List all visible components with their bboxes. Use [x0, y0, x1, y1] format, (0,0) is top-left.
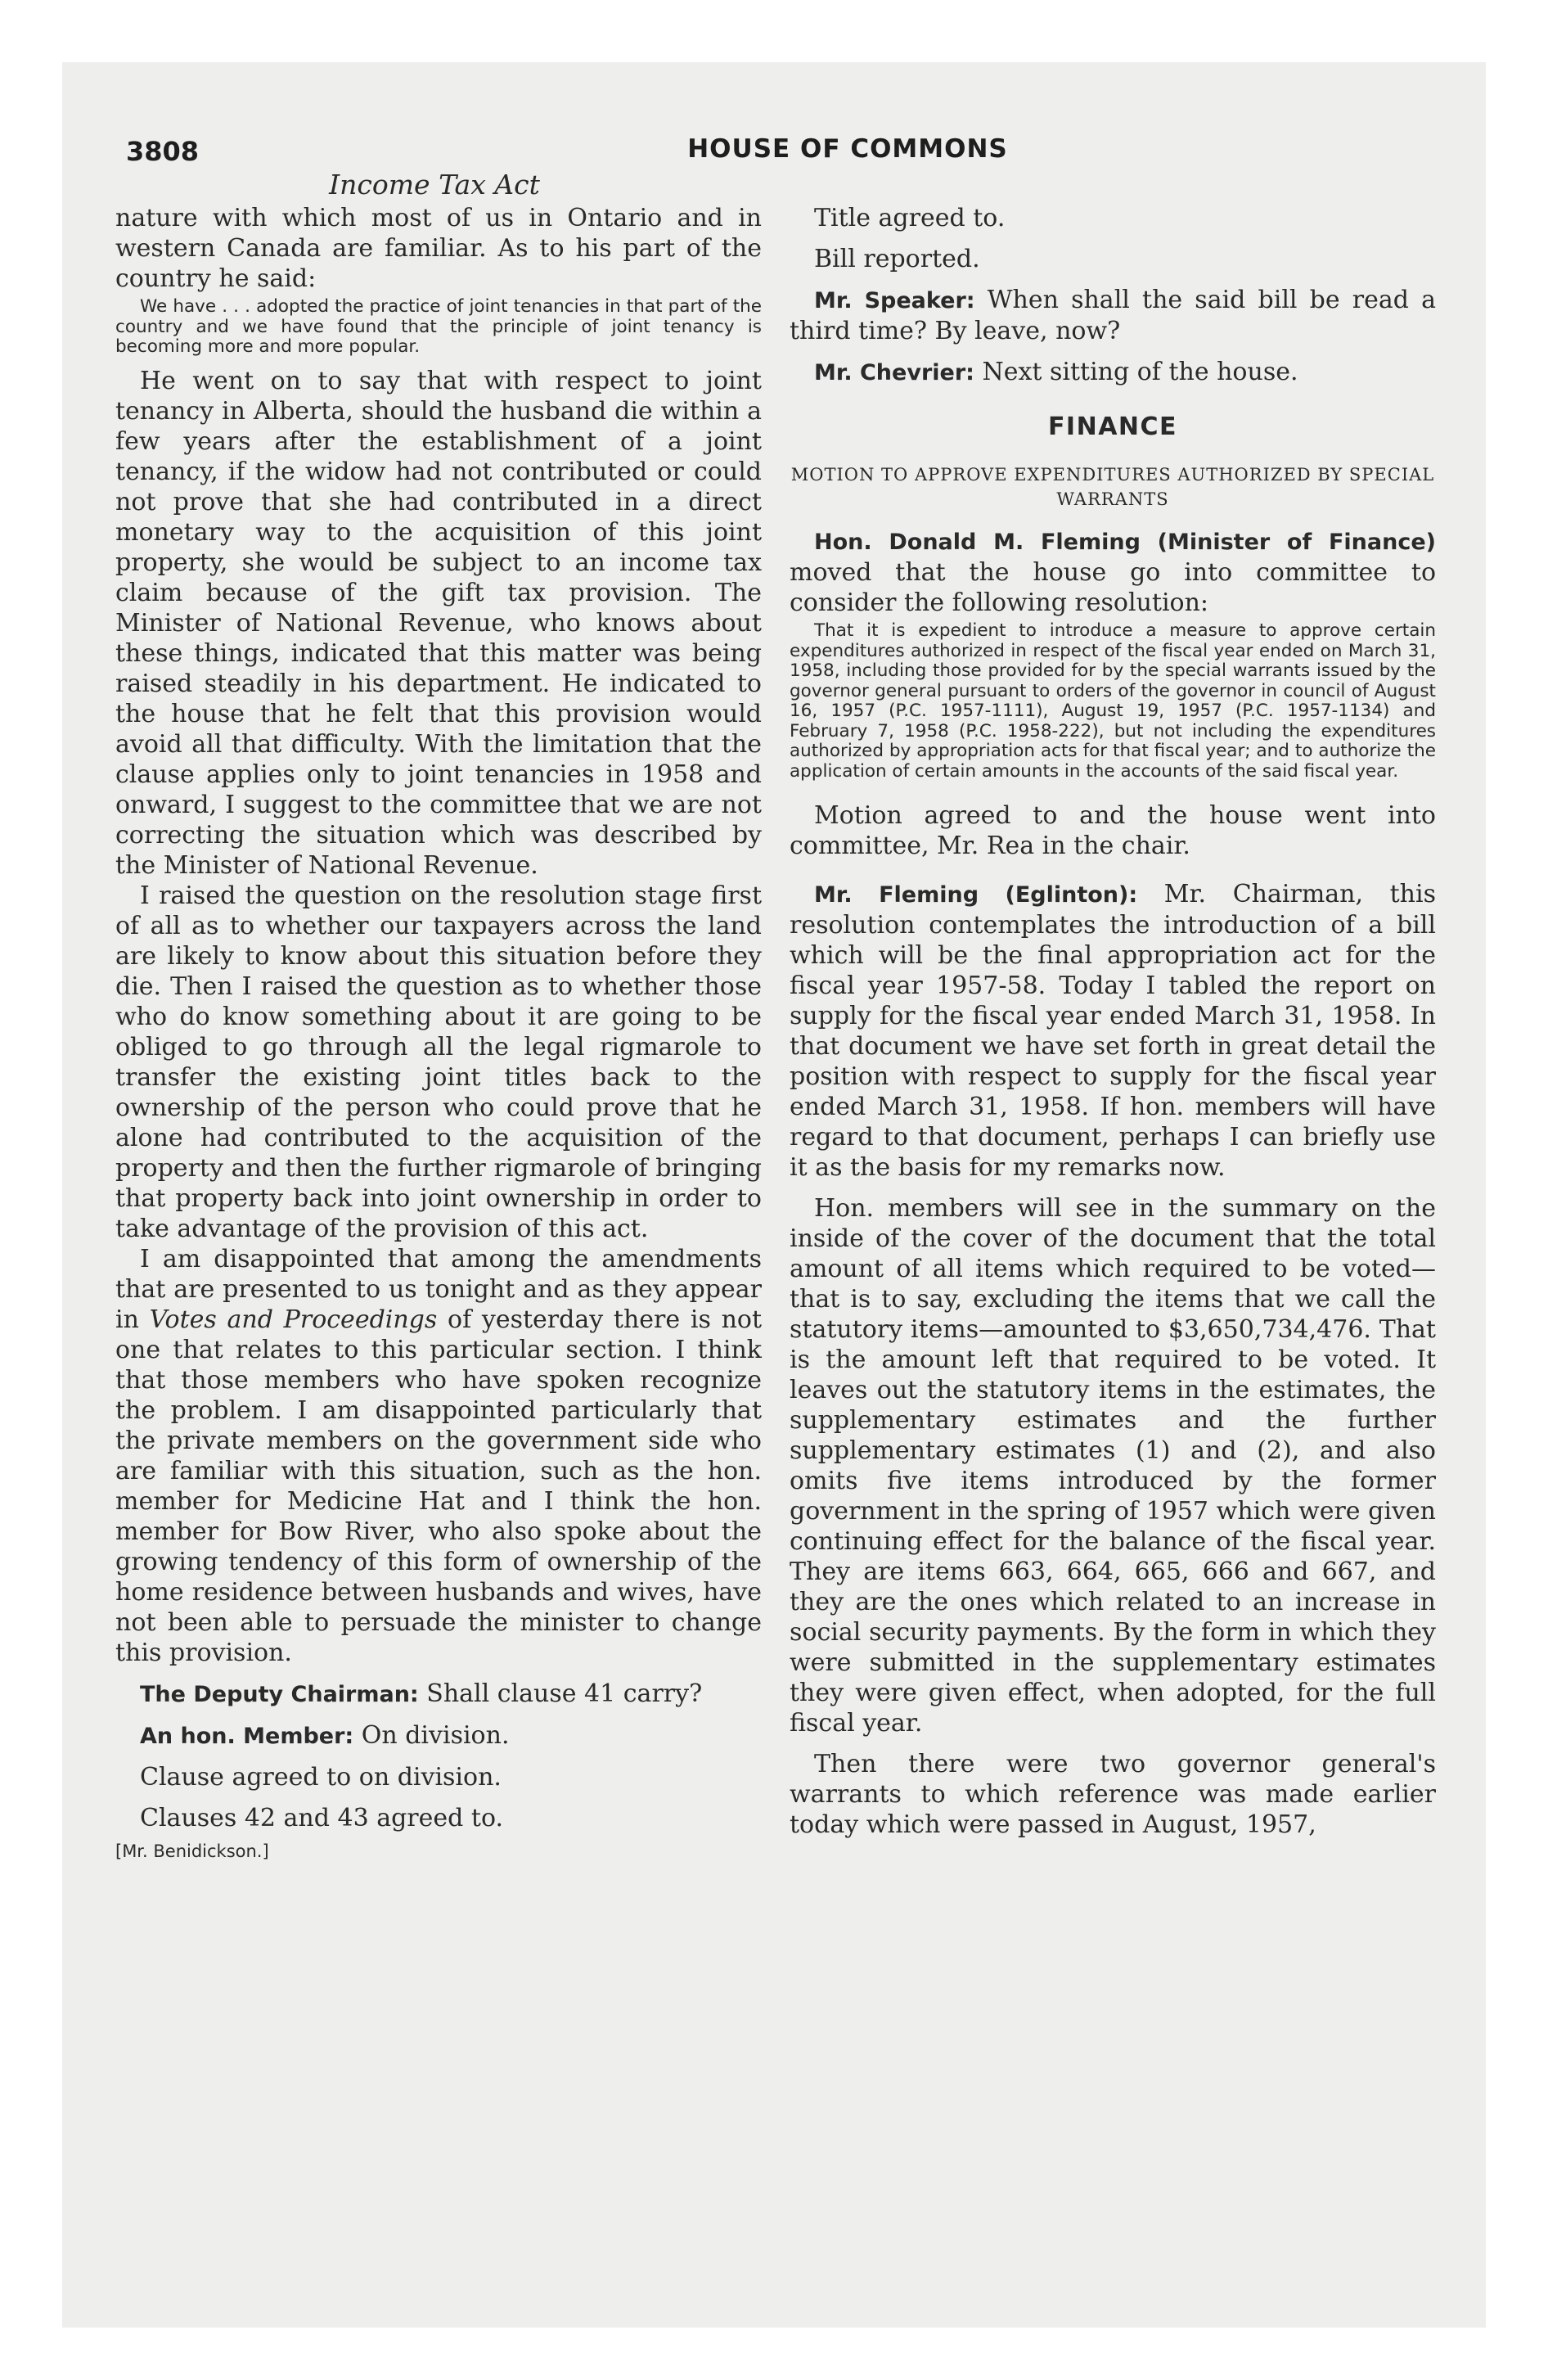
page-sheet	[62, 62, 1486, 2328]
speech	[790, 879, 1436, 1183]
quotation: We have . . . adopted the practice of joint tenancies in that part of the country and we have found that the principle of joint tenancy is becoming more and more popular.	[115, 296, 762, 357]
paragraph: nature with which most of us in Ontario and in western Canada are familiar. As to his part of the country he said:	[115, 204, 762, 293]
running-title: Income Tax Act	[329, 169, 540, 201]
speech-text: Mr. Chairman, this resolution contemplates the introduction of a bill which will be the final appropriation act for the fiscal year 1957-58. Today I tabled the report on supply for the fiscal year ended March 31, 1958. In that document we have set forth in great detail the position with respect to supply for the fiscal year ended March 31, 1958. If hon. members will have regard to that document, perhaps I can briefly use it as the basis for my remarks now.	[790, 880, 1436, 1182]
speaker-name: Hon. Donald M. Fleming (Minister of Finance)	[814, 530, 1436, 555]
speech	[115, 1679, 762, 1710]
proceeding: Motion agreed to and the house went into committee, Mr. Rea in the chair.	[790, 801, 1436, 860]
speaker-footer: [Mr. Benidickson.]	[115, 1841, 269, 1861]
proceeding: Clause agreed to on division.	[140, 1762, 502, 1792]
speaker-name: Mr. Chevrier:	[814, 360, 974, 385]
italic-title: Votes and Proceedings	[149, 1305, 438, 1334]
paragraph-text: I am disappointed that among the amendments that are presented to us tonight and as they appear in	[115, 1244, 762, 1334]
speech-text: Shall clause 41 carry?	[418, 1679, 703, 1708]
section-subtitle: MOTION TO APPROVE EXPENDITURES AUTHORIZED BY SPECIAL WARRANTS	[790, 465, 1435, 509]
paragraph: Hon. members will see in the summary on the inside of the cover of the document that the total amount of all items which required to be voted—that is to say, excluding the items that we call the statutory items—amounted to $3,650,734,476. That is the amount left that required to be voted. It leaves out the statutory items in the estimates, the supplementary estimates and the further supplementary estimates (1) and (2), and also omits five items introduced by the former government in the spring of 1957 which were given continuing effect for the balance of the fiscal year. They are items 663, 664, 665, 666 and 667, and they are the ones which related to an increase in social security payments. By the form in which they were submitted in the supplementary estimates they were given effect, when adopted, for the full fiscal year.	[790, 1194, 1436, 1738]
resolution-text: That it is expedient to introduce a measure to approve certain expenditures authorized in respect of the fiscal year ended on March 31, 1958, including those provided for by the special warrants issued by the governor general pursuant to orders of the governor in council of August 16, 1957 (P.C. 1957-1111), August 19, 1957 (P.C. 1957-1134) and February 7, 1958 (P.C. 1958-222), but not including the expenditures authorized by appropriation acts for that fiscal year; and to authorize the application of certain amounts in the accounts of the said fiscal year.	[790, 620, 1436, 782]
proceeding: Bill reported.	[814, 245, 980, 273]
proceeding: Clauses 42 and 43 agreed to.	[140, 1803, 504, 1832]
proceeding: Title agreed to.	[814, 204, 1006, 232]
paragraph: I raised the question on the resolution stage first of all as to whether our taxpayers across the land are likely to know about this situation before they die. Then I raised the question as to whether those who do know something about it are going to be obliged to go through all the legal rigmarole to transfer the existing joint titles back to the ownership of the person who could prove that he alone had contributed to the acquisition of the property and then the further rigmarole of bringing that property back into joint ownership in order to take advantage of the provision of this act.	[115, 881, 762, 1243]
speech-text: moved that the house go into committee to consider the following resolution:	[790, 558, 1436, 617]
speech-text: On division.	[353, 1720, 510, 1750]
right-column	[790, 203, 1436, 1840]
left-column	[115, 203, 762, 1861]
speaker-name: The Deputy Chairman:	[140, 1681, 419, 1707]
speaker-name: Mr. Speaker:	[814, 288, 975, 313]
speech-text: When shall the said bill be read a third time? By leave, now?	[790, 286, 1436, 345]
paragraph: He went on to say that with respect to joint tenancy in Alberta, should the husband die within a few years after the establishment of a joint tenancy, if the widow had not contributed or could not prove that she had contributed in a direct monetary way to the acquisition of this joint property, she would be subject to an income tax claim because of the gift tax provision. The Minister of National Revenue, who knows about these things, indicated that this matter was being raised steadily in his department. He indicated to the house that he felt that this provision would avoid all that difficulty. With the limitation that the clause applies only to joint tenancies in 1958 and onward, I suggest to the committee that we are not correcting the situation which was described by the Minister of National Revenue.	[115, 366, 762, 880]
speech	[790, 285, 1436, 346]
paragraph-text: of yesterday there is not one that relates to this particular section. I think that those members who have spoken recognize the problem. I am disappointed particularly that the private members on the government side who are familiar with this situation, such as the hon. member for Medicine Hat and I think the hon. member for Bow River, who also spoke about the growing tendency of this form of ownership of the home residence between husbands and wives, have not been able to persuade the minister to change this provision.	[115, 1305, 763, 1667]
speech	[790, 357, 1436, 388]
speaker-name: An hon. Member:	[140, 1723, 354, 1749]
page-header: HOUSE OF COMMONS	[687, 134, 1008, 164]
speech-text: Next sitting of the house.	[974, 358, 1298, 386]
speech	[115, 1720, 762, 1751]
page-number: 3808	[126, 136, 200, 167]
speech	[790, 526, 1436, 618]
paragraph: Then there were two governor general's warrants to which reference was made earlier today which were passed in August, 1957,	[790, 1750, 1436, 1839]
section-title: FINANCE	[1047, 412, 1178, 441]
speaker-name: Mr. Fleming (Eglinton):	[814, 882, 1138, 908]
paragraph	[115, 1244, 762, 1668]
